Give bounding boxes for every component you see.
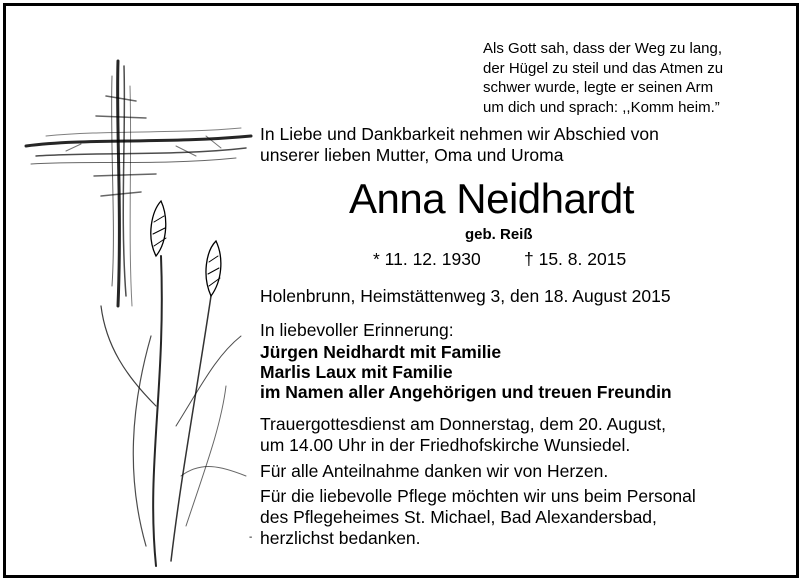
- poem-line: schwer wurde, legte er seinen Arm: [483, 79, 714, 96]
- obituary-notice: [3, 3, 799, 578]
- poem-line: um dich und sprach: ,,Komm heim.”: [483, 98, 720, 116]
- care-thanks-line-3: herzlichst bedanken.: [260, 528, 421, 548]
- svg-text:-: -: [249, 532, 253, 543]
- intro-line-2: unserer lieben Mutter, Oma und Uroma: [260, 145, 564, 165]
- poem: [483, 39, 723, 117]
- mourner-name: Jürgen Neidhardt mit Familie: [260, 342, 502, 362]
- care-thanks-line-2: des Pflegeheimes St. Michael, Bad Alexandersbad,: [260, 507, 657, 527]
- service-line-1: Trauergottesdienst am Donnerstag, dem 20. August,: [260, 414, 666, 434]
- death-date: † 15. 8. 2015: [524, 249, 627, 269]
- place-date: Holenbrunn, Heimstättenweg 3, den 18. August 2015: [260, 286, 671, 306]
- mourners-heading: In liebevoller Erinnerung:: [260, 320, 454, 340]
- cross-wheat-illustration: [6, 6, 266, 575]
- mourner-name: Marlis Laux mit Familie: [260, 362, 453, 382]
- deceased-name: Anna Neidhardt: [349, 175, 634, 222]
- thanks-line: Für alle Anteilnahme danken wir von Herzen.: [260, 461, 609, 481]
- intro-line-1: In Liebe und Dankbarkeit nehmen wir Abschied von: [260, 124, 659, 144]
- poem-line: Als Gott sah, dass der Weg zu lang,: [483, 40, 723, 57]
- care-thanks-line-1: Für die liebevolle Pflege möchten wir uns beim Personal: [260, 486, 696, 506]
- mourner-name: im Namen aller Angehörigen und treuen Freundin: [260, 382, 672, 402]
- birth-name: geb. Reiß: [465, 226, 533, 243]
- poem-line: der Hügel zu steil und das Atmen zu: [483, 59, 724, 77]
- service-line-2: um 14.00 Uhr in der Friedhofskirche Wunsiedel.: [260, 435, 631, 455]
- birth-date: * 11. 12. 1930: [373, 249, 481, 269]
